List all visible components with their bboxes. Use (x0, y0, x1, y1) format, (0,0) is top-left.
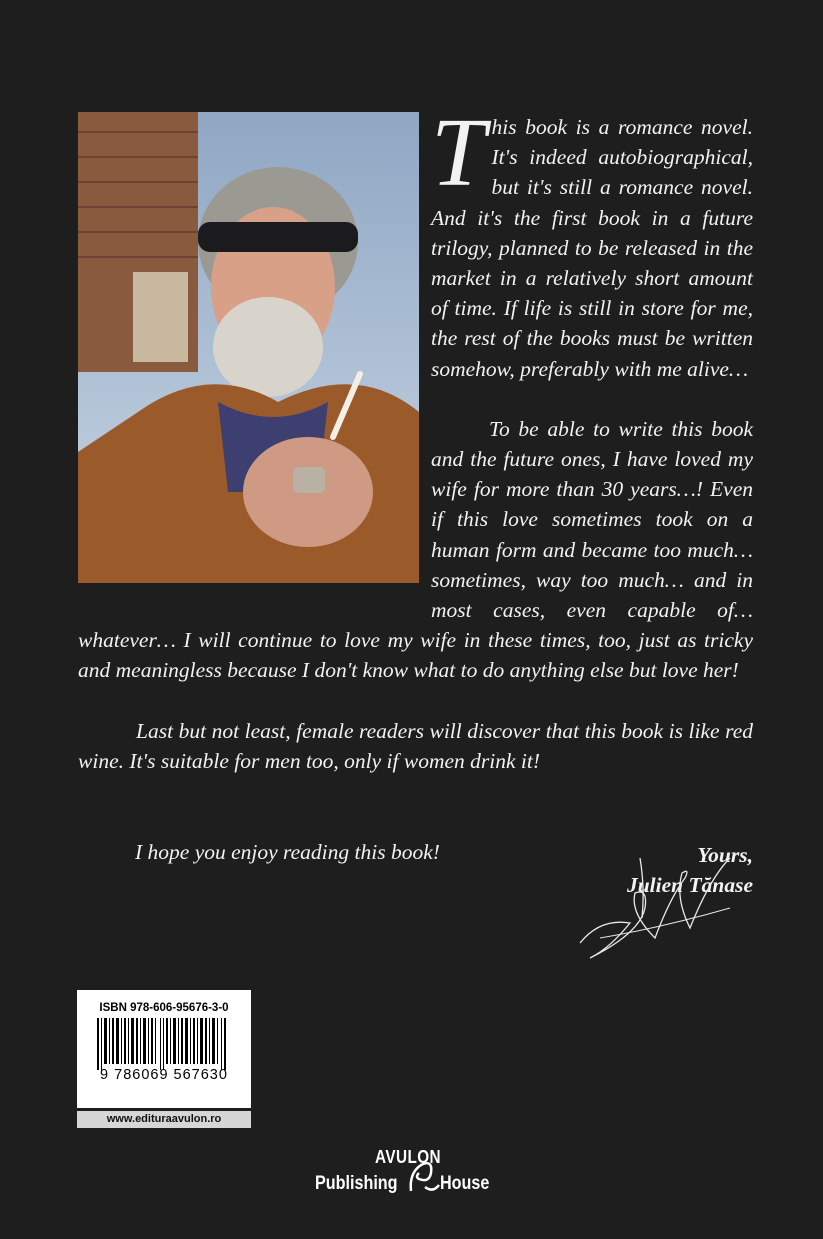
barcode (97, 1018, 231, 1070)
publisher-logo (315, 1147, 495, 1202)
logo-swirl-icon (407, 1157, 441, 1195)
paragraph-3-text: Last but not least, female readers will discover that this book is like red wine. It's suitable for men too, only if women drink it! (78, 718, 753, 773)
publisher-word-1: Publishing (315, 1173, 398, 1194)
isbn-barcode-box (77, 990, 251, 1108)
paragraph-3 (78, 716, 753, 776)
paragraph-1-text: his book is a romance novel. It's indeed autobiographical, but it's still a romance novel. And it's the first book in a future trilogy, planned to be released in the market in a relatively short amount of time. If life is still in store for me, the rest of the books must be written somehow, preferably with me alive… (431, 115, 753, 381)
handwritten-signature (570, 838, 740, 968)
publisher-website: www.edituraavulon.ro (77, 1111, 251, 1128)
closing-line: I hope you enjoy reading this book! (135, 840, 440, 864)
back-cover-text (78, 99, 753, 776)
drop-cap: T (431, 99, 486, 207)
barcode-digits: 9 786069 567630 (100, 1067, 228, 1083)
author-name: Julien Tănase (626, 873, 753, 897)
paragraph-2-text: To be able to write this book and the future ones, I have loved my wife for more than 30 years…! Even if this love sometimes took on a human form and became too much… sometimes, way too much… and in most cases, even capable of… whatever… I will continue to love my wife in these times, too, just as tricky and meaningless because I don't know what to do anything else but love her! (78, 416, 753, 683)
publisher-word-2: House (440, 1173, 490, 1194)
yours-label: Yours, (697, 843, 753, 867)
photo-spacer (78, 112, 419, 592)
publisher-brand: AVULON (375, 1147, 442, 1167)
isbn-label: ISBN 978-606-95676-3-0 (99, 1002, 229, 1014)
